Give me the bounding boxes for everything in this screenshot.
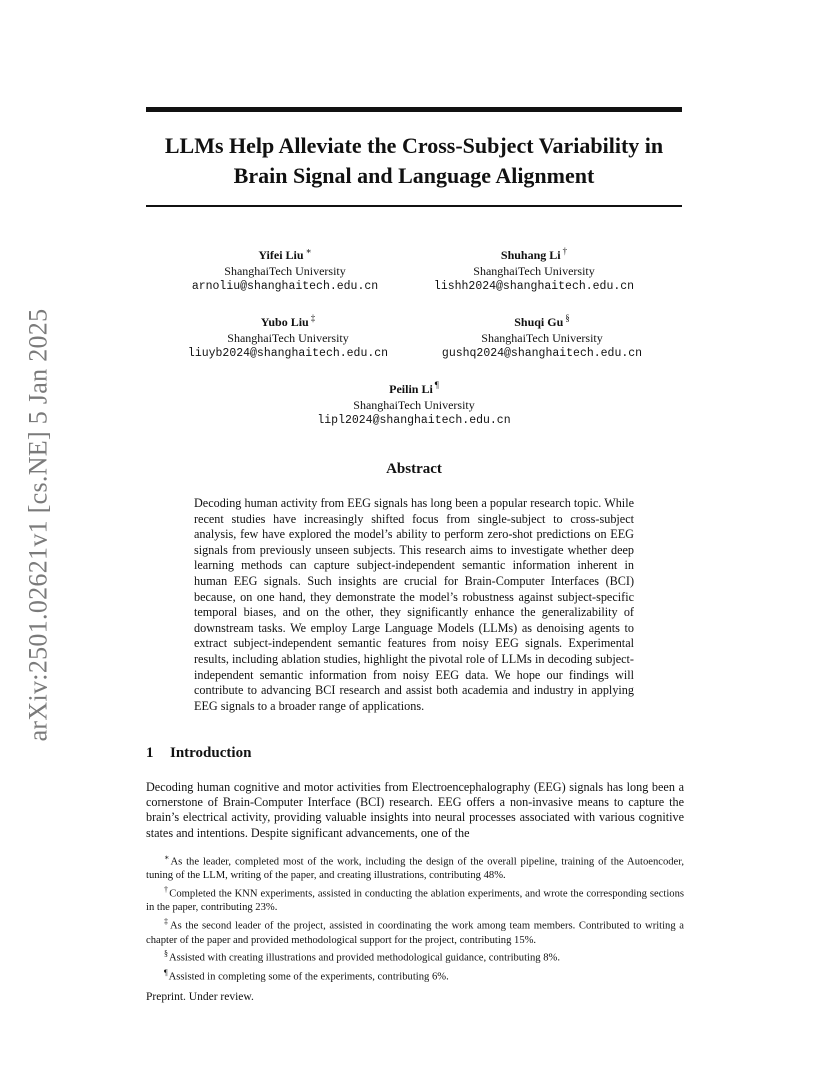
paper-title bbox=[120, 131, 708, 191]
author-block bbox=[412, 310, 672, 362]
preprint-notice: Preprint. Under review. bbox=[146, 991, 254, 1003]
author-email[interactable]: liuyb2024@shanghaitech.edu.cn bbox=[187, 347, 389, 360]
arxiv-identifier-text: arXiv:2501.02621v1 [cs.NE] 5 Jan 2025 bbox=[23, 308, 52, 742]
footnote-text: Completed the KNN experiments, assisted in conducting the ablation experiments, and wrote the corresponding sections in the paper, contributing 23%. bbox=[146, 888, 685, 914]
title-line-2: Brain Signal and Language Alignment bbox=[233, 163, 595, 188]
author-mark: ¶ bbox=[434, 380, 439, 390]
footnote bbox=[146, 966, 684, 984]
author-email[interactable]: lipl2024@shanghaitech.edu.cn bbox=[317, 414, 511, 427]
author-block bbox=[284, 377, 544, 429]
author-mark: § bbox=[565, 313, 570, 323]
author-affiliation: ShanghaiTech University bbox=[224, 264, 346, 278]
title-top-rule bbox=[146, 107, 682, 112]
footnote-text: Assisted with creating illustrations and provided methodological guidance, contributing 8%. bbox=[169, 952, 561, 964]
author-block bbox=[404, 243, 664, 295]
author-affiliation: ShanghaiTech University bbox=[353, 398, 475, 412]
footnote-text: As the second leader of the project, assisted in coordinating the work among team members. Contributed to writing a chapter of the paper and provided methodological support for the project, contributing 15%. bbox=[146, 920, 684, 946]
author-mark: ∗ bbox=[305, 246, 312, 256]
author-mark: † bbox=[562, 246, 568, 256]
footnote bbox=[146, 883, 684, 915]
arxiv-side-identifier bbox=[16, 294, 60, 756]
abstract-text: Decoding human activity from EEG signals has long been a popular research topic. While recent studies have increasingly shifted focus from single-subject to cross-subject analysis, few have explored the model’s ability to perform zero-shot predictions on EEG signals from previously unseen subjects. This research aims to investigate whether deep learning methods can capture subject-independent semantic information inherent in human EEG signals. Such insights are crucial for Brain-Computer Interfaces (BCI) because, on one hand, they demonstrate the model’s robustness against subject-specific temporal biases, and on the other, they significantly enhance the generalizability of downstream tasks. We employ Large Language Models (LLMs) as denoising agents to extract subject-independent semantic features from noisy EEG signals. Experimental results, including ablation studies, highlight the pivotal role of LLMs in decoding subject-independent semantic information from noisy EEG data. We hope our findings will contribute to advancing BCI research and assist both academia and industry in applying EEG signals to a broader range of applications. bbox=[194, 496, 634, 713]
footnote bbox=[146, 851, 684, 883]
abstract-heading: Abstract bbox=[386, 461, 442, 477]
author-affiliation: ShanghaiTech University bbox=[481, 331, 603, 345]
author-name: Peilin Li ¶ bbox=[389, 380, 439, 396]
author-affiliation: ShanghaiTech University bbox=[473, 264, 595, 278]
author-name: Shuqi Gu § bbox=[514, 313, 570, 329]
author-affiliation: ShanghaiTech University bbox=[227, 331, 349, 345]
footnote-mark: ∗ bbox=[164, 853, 170, 862]
author-email[interactable]: lishh2024@shanghaitech.edu.cn bbox=[433, 280, 635, 293]
author-email[interactable]: arnoliu@shanghaitech.edu.cn bbox=[191, 280, 379, 293]
footnote bbox=[146, 947, 684, 965]
footnote bbox=[146, 915, 684, 947]
footnote-mark: † bbox=[164, 885, 169, 895]
author-mark: ‡ bbox=[310, 313, 316, 323]
author-email[interactable]: gushq2024@shanghaitech.edu.cn bbox=[441, 347, 643, 360]
section-title: Introduction bbox=[170, 745, 252, 761]
footnote-mark: ¶ bbox=[164, 967, 168, 977]
footnotes bbox=[146, 851, 684, 984]
footnote-mark: § bbox=[164, 949, 168, 959]
footnote-text: As the leader, completed most of the work, including the design of the overall pipeline, training of the Autoencoder, tuning of the LLM, writing of the paper, and creating illustrations, contributing 48%. bbox=[146, 856, 684, 882]
section-number: 1 bbox=[146, 745, 154, 761]
section-heading bbox=[146, 745, 251, 762]
author-name: Yubo Liu ‡ bbox=[260, 313, 316, 329]
footnote-text: Assisted in completing some of the experiments, contributing 6%. bbox=[168, 971, 449, 983]
author-name: Shuhang Li † bbox=[500, 246, 568, 262]
author-block bbox=[158, 310, 418, 362]
title-line-1: LLMs Help Alleviate the Cross-Subject Variability in bbox=[164, 133, 664, 158]
title-bottom-rule bbox=[146, 205, 682, 207]
introduction-text: Decoding human cognitive and motor activities from Electroencephalography (EEG) signals has long been a cornerstone of Brain-Computer Interface (BCI) research. EEG offers a non-invasive means to capture the brain’s electrical activity, providing valuable insights into neural processes associated with various cognitive states and intentions. Despite significant advancements, one of the bbox=[146, 780, 684, 840]
footnote-mark: ‡ bbox=[164, 917, 169, 927]
author-block bbox=[155, 243, 415, 295]
author-name: Yifei Liu ∗ bbox=[258, 246, 312, 262]
